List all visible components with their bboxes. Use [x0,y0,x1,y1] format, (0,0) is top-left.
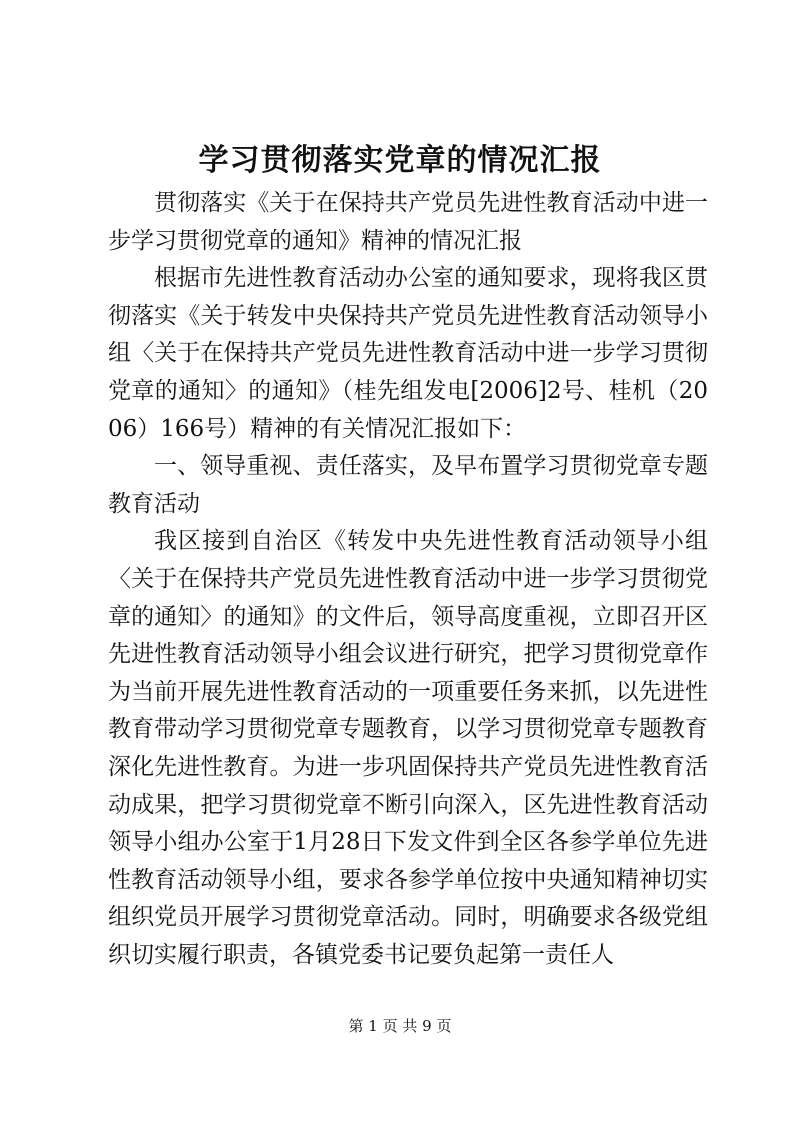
section-heading-1: 一、领导重视、责任落实，及早布置学习贯彻党章专题教育活动 [108,453,708,517]
paragraph-section-1: 我区接到自治区《转发中央先进性教育活动领导小组〈关于在保持共产党员先进性教育活动中进一步学习贯彻党章的通知〉的通知》的文件后，领导高度重视，立即召开区先进性教育活动领导小组会议进行研究，把学习贯彻党章作为当前开展先进性教育活动的一项重要任务来抓，以先进性教育带动学习贯彻党章专题教育，以学习贯彻党章专题教育深化先进性教育。为进一步巩固保持共产党员先进性教育活动成果，把学习贯彻党章不断引向深入，区先进性教育活动领导小组办公室于1月28日下发文件到全区各参学单位先进性教育活动领导小组，要求各参学单位按中央通知精神切实组织党员开展学习贯彻党章活动。同时，明确要求各级党组织切实履行职责，各镇党委书记要负起第一责任人 [108,528,708,968]
document-body [108,185,708,974]
document-title: 学习贯彻落实党章的情况汇报 [198,143,602,178]
paragraph-intro: 根据市先进性教育活动办公室的通知要求，现将我区贯彻落实《关于转发中央保持共产党员先进性教育活动领导小组〈关于在保持共产党员先进性教育活动中进一步学习贯彻党章的通知〉的通知》（桂先组发电[2006]2号、桂机（2006）166号）精神的有关情况汇报如下： [108,265,708,442]
paragraph-subtitle: 贯彻落实《关于在保持共产党员先进性教育活动中进一步学习贯彻党章的通知》精神的情况汇报 [108,190,708,254]
page-footer: 第 1 页 共 9 页 [348,1017,452,1035]
